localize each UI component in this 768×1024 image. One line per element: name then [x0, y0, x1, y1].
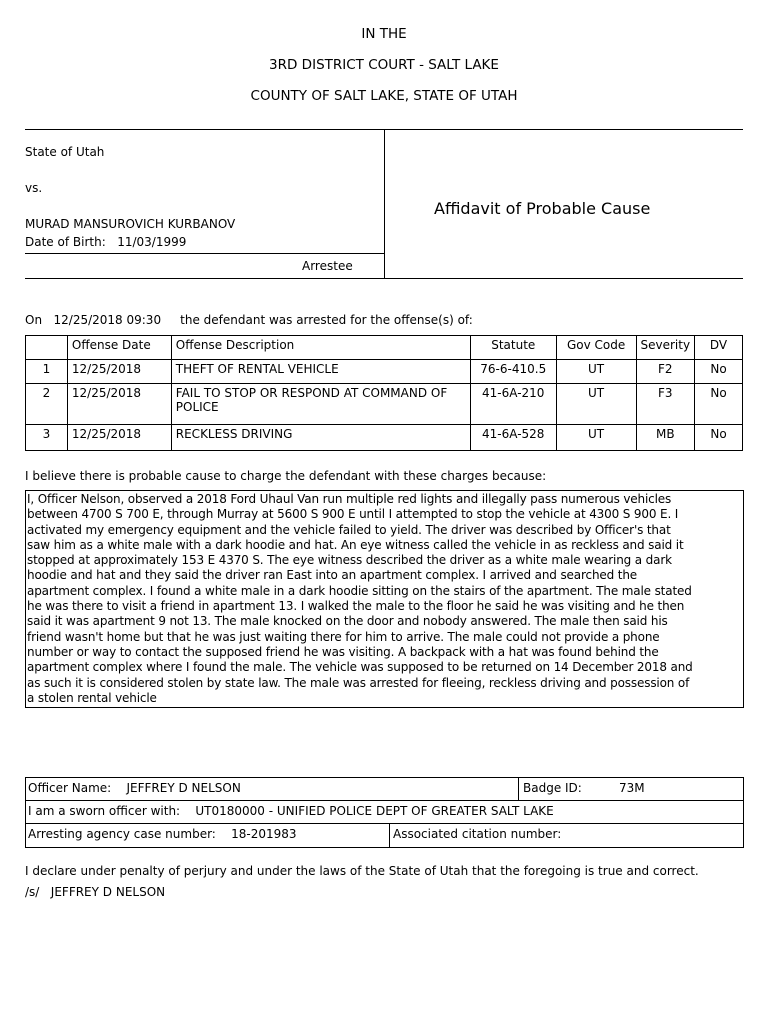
header-cell-offense-description: Offense Description	[171, 336, 470, 360]
narrative-line: stopped at approximately 153 E 4370 S. The eye witness described the driver as a white male wearing a dark	[27, 553, 672, 568]
court-header-line-2: 3RD DISTRICT COURT - SALT LAKE	[269, 57, 499, 73]
probable-cause-intro: I believe there is probable cause to charge the defendant with these charges because:	[25, 469, 547, 483]
offense-statute: 76-6-410.5	[470, 360, 556, 384]
offense-date: 12/25/2018	[67, 360, 171, 384]
citation-cell	[393, 827, 561, 841]
offense-statute: 41-6A-528	[470, 425, 556, 451]
narrative-line: saw him as a white male with a dark hoodie and hat. An eye witness called the vehicle in as reckless and said it	[27, 537, 684, 552]
header-cell-severity: Severity	[636, 336, 695, 360]
offense-date: 12/25/2018	[67, 425, 171, 451]
signature	[25, 885, 165, 899]
table-row	[26, 360, 743, 384]
offense-description: RECKLESS DRIVING	[171, 425, 470, 451]
case-number-label: Arresting agency case number:	[28, 827, 216, 841]
court-header-line-1: IN THE	[361, 26, 407, 42]
date-of-birth	[25, 235, 186, 249]
narrative-line: a stolen rental vehicle	[27, 690, 157, 705]
header-cell-number	[26, 336, 68, 360]
declaration: I declare under penalty of perjury and under the laws of the State of Utah that the foregoing is true and correct.	[25, 864, 699, 878]
offenses-table	[25, 335, 743, 451]
narrative-line: apartment complex where I found the male. The vehicle was supposed to be returned on 14 December 2018 and	[27, 660, 693, 675]
narrative-text	[26, 491, 743, 706]
officer-name: JEFFREY D NELSON	[126, 781, 241, 795]
offense-number: 1	[26, 360, 68, 384]
offense-severity: F3	[636, 384, 695, 425]
header-cell-statute: Statute	[470, 336, 556, 360]
arrestee-label: Arrestee	[302, 259, 353, 273]
signature-prefix: /s/	[25, 885, 40, 899]
signature-name: JEFFREY D NELSON	[50, 885, 166, 899]
header-cell-gov-code: Gov Code	[556, 336, 636, 360]
plaintiff: State of Utah	[25, 145, 105, 159]
header-cell-offense-date: Offense Date	[67, 336, 171, 360]
citation-divider	[389, 824, 390, 847]
versus: vs.	[25, 181, 43, 195]
offense-severity: F2	[636, 360, 695, 384]
agency-name: UT0180000 - UNIFIED POLICE DEPT OF GREATER SALT LAKE	[195, 804, 554, 818]
probable-cause-narrative	[25, 490, 744, 708]
arrest-statement	[25, 313, 473, 327]
arrest-datetime: 12/25/2018 09:30	[53, 313, 162, 327]
sworn-label: I am a sworn officer with:	[28, 804, 181, 818]
narrative-line: as such it is considered stolen by state law. The male was arrested for fleeing, reckless driving and possession of	[27, 675, 690, 690]
narrative-line: said it was apartment 9 not 13. The male knocked on the door and nobody answered. The male then said his	[27, 614, 668, 629]
narrative-line: apartment complex. I found a white male in a dark hoodie sitting on the stairs of the apartment. The male stated	[27, 583, 692, 598]
dob-label: Date of Birth:	[25, 235, 106, 249]
offense-number: 3	[26, 425, 68, 451]
officer-info-table	[25, 777, 744, 848]
sworn-officer-cell	[28, 804, 554, 818]
badge-cell	[523, 781, 582, 795]
offense-gov-code: UT	[556, 360, 636, 384]
narrative-line: I, Officer Nelson, observed a 2018 Ford Uhaul Van run multiple red lights and illegally pass numerous vehicles	[27, 492, 672, 506]
caption-divider	[384, 129, 385, 279]
offense-dv: No	[695, 360, 743, 384]
arrest-on-label: On	[25, 313, 43, 327]
badge-id: 73M	[619, 781, 645, 795]
narrative-line: activated my emergency equipment and the vehicle failed to yield. The driver was described by Officer's that	[27, 522, 671, 537]
officer-row-divider-2	[26, 823, 743, 824]
document-title: Affidavit of Probable Cause	[434, 199, 651, 218]
case-number: 18-201983	[231, 827, 297, 841]
offense-number: 2	[26, 384, 68, 425]
officer-row-divider-1	[26, 800, 743, 801]
arrestee-rule	[25, 253, 384, 254]
arrest-text: the defendant was arrested for the offense(s) of:	[180, 313, 473, 327]
defendant-name: MURAD MANSUROVICH KURBANOV	[25, 217, 236, 231]
offense-date: 12/25/2018	[67, 384, 171, 425]
offense-gov-code: UT	[556, 425, 636, 451]
case-number-cell	[28, 827, 297, 841]
offense-dv: No	[695, 425, 743, 451]
court-header-line-3: COUNTY OF SALT LAKE, STATE OF UTAH	[250, 88, 518, 104]
offense-statute: 41-6A-210	[470, 384, 556, 425]
offense-description: FAIL TO STOP OR RESPOND AT COMMAND OF POLICE	[171, 384, 470, 425]
narrative-line: friend wasn't home but that he was just waiting there for him to arrive. The male could not provide a phone	[27, 629, 660, 644]
badge-label: Badge ID:	[523, 781, 582, 795]
narrative-line: hoodie and hat and they said the driver ran East into an apartment complex. I arrived and searched the	[27, 568, 638, 583]
header-cell-dv: DV	[695, 336, 743, 360]
table-row	[26, 425, 743, 451]
offense-severity: MB	[636, 425, 695, 451]
narrative-line: number or way to contact the supposed friend he was visiting. A backpack with a hat was found behind the	[27, 644, 659, 659]
offense-gov-code: UT	[556, 384, 636, 425]
offense-description: THEFT OF RENTAL VEHICLE	[171, 360, 470, 384]
dob-value: 11/03/1999	[117, 235, 187, 249]
narrative-line: between 4700 S 700 E, through Murray at 5600 S 900 E until I attempted to stop the vehicle at 4300 S 900 E. I	[27, 507, 679, 522]
offense-dv: No	[695, 384, 743, 425]
officer-name-label: Officer Name:	[28, 781, 112, 795]
officer-name-cell	[28, 781, 241, 795]
offenses-header-row	[26, 336, 743, 360]
narrative-line: he was there to visit a friend in apartment 13. I walked the male to the floor he said he was visiting and he then	[27, 599, 685, 614]
citation-label: Associated citation number:	[393, 827, 562, 841]
badge-divider	[518, 778, 519, 800]
table-row	[26, 384, 743, 425]
